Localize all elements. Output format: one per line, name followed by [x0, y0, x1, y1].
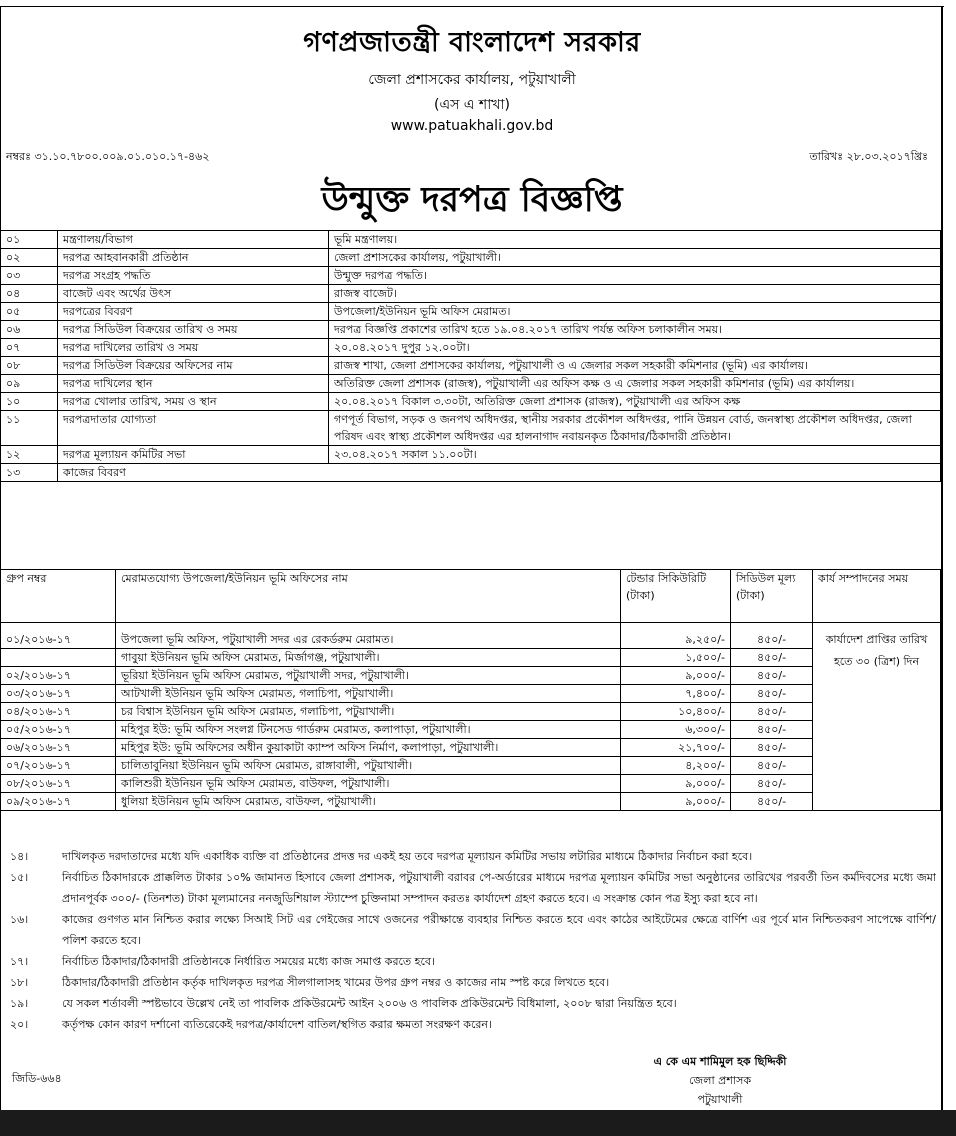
info-label: দরপত্র খোলার তারিখ, সময় ও স্থান — [58, 393, 329, 411]
header-schedule: সিডিউল মূল্য (টাকা) — [731, 570, 813, 623]
work-row — [1, 775, 941, 793]
work-security: ৯,২৫০/- — [621, 623, 731, 649]
info-row — [1, 231, 941, 249]
work-schedule: ৪৫০/- — [731, 667, 813, 685]
work-row — [1, 623, 941, 649]
work-schedule: ৪৫০/- — [731, 757, 813, 775]
work-office-name: ভূরিয়া ইউনিয়ন ভূমি অফিস মেরামত, পটুয়াখালী সদর, পটুয়াখালী। — [116, 667, 621, 685]
notice-title: উন্মুক্ত দরপত্র বিজ্ঞপ্তি — [321, 179, 623, 220]
work-group: ০৬/২০১৬-১৭ — [1, 739, 116, 757]
note-item — [0, 867, 941, 909]
note-number: ১৪। — [10, 850, 29, 863]
work-group: ০৯/২০১৬-১৭ — [1, 793, 116, 811]
bottom-bar — [0, 1110, 956, 1136]
government-title: গণপ্রজাতন্ত্রী বাংলাদেশ সরকার — [303, 27, 641, 58]
work-schedule: ৪৫০/- — [731, 649, 813, 667]
note-item — [0, 951, 941, 972]
info-row — [1, 249, 941, 267]
info-value: গণপূর্ত বিভাগ, সড়ক ও জনপথ অধিদপ্তর, স্থানীয় সরকার প্রকৌশল অধিদপ্তর, পানি উন্নয়ন বোর্ড, জনস্বাস্থ্য প্রকৌশল অধিদপ্তর, জেলা পরিষদ এবং স্বাস্থ্য প্রকৌশল অধিদপ্তর এর হালনাগাদ নবায়নকৃত ঠিকাদার/ঠিকাদারী প্রতিষ্ঠান। — [329, 411, 941, 446]
work-schedule: ৪৫০/- — [731, 685, 813, 703]
info-number: ১৩ — [1, 464, 58, 482]
info-label: দরপত্র দাখিলের স্থান — [58, 375, 329, 393]
signature-block — [600, 1052, 840, 1109]
note-item — [0, 993, 941, 1014]
work-group: ০৫/২০১৬-১৭ — [1, 721, 116, 739]
work-office-name: ধুলিয়া ইউনিয়ন ভূমি অফিস মেরামত, বাউফল, পটুয়াখালী। — [116, 793, 621, 811]
info-label: দরপত্র আহবানকারী প্রতিষ্ঠান — [58, 249, 329, 267]
info-label: মন্ত্রণালয়/বিভাগ — [58, 231, 329, 249]
info-number: ১১ — [1, 411, 58, 446]
info-row — [1, 393, 941, 411]
info-number: ০৯ — [1, 375, 58, 393]
note-text: নির্বাচিত ঠিকাদারকে প্রাক্কলিত টাকার ১০% জামানত হিসাবে জেলা প্রশাসক, পটুয়াখালী বরাবর পে-অর্ডারের মাধ্যমে দরপত্র মূল্যায়ন কমিটির সভা অনুষ্ঠানের তারিখের পরবর্তী তিন কর্মদিবসের মধ্যে জমা প্রদানপূর্বক ৩০০/- (তিনশত) টাকা মূল্যমানের ননজুডিশিয়াল স্ট্যাম্পে চুক্তিনামা সম্পাদন করতঃ কার্যাদেশ গ্রহণ করতে হবে। এ সংক্রান্ত কোন পত্র ইস্যু করা হবে না। — [62, 871, 936, 905]
work-security: ৯,০০০/- — [621, 667, 731, 685]
work-row — [1, 703, 941, 721]
info-label: দরপত্রের বিবরণ — [58, 303, 329, 321]
work-duration: কার্যাদেশ প্রাপ্তির তারিখ হতে ৩০ (ত্রিশ) দিন — [813, 623, 941, 811]
info-row-work-section — [1, 464, 941, 482]
work-group: ০২/২০১৬-১৭ — [1, 667, 116, 685]
info-number: ০১ — [1, 231, 58, 249]
info-row — [1, 339, 941, 357]
work-office-name: কালিশুরী ইউনিয়ন ভূমি অফিস মেরামত, বাউফল, পটুয়াখালী। — [116, 775, 621, 793]
note-item — [0, 1014, 941, 1035]
note-number: ১৭। — [10, 955, 29, 968]
work-header-row — [1, 570, 941, 623]
work-group: ০৪/২০১৬-১৭ — [1, 703, 116, 721]
work-security: ৯,০০০/- — [621, 793, 731, 811]
note-text: কর্তৃপক্ষ কোন কারণ দর্শানো ব্যতিরেকেই দরপত্র/কার্যাদেশ বাতিল/স্থগিত করার ক্ষমতা সংরক্ষণ করেন। — [62, 1018, 492, 1031]
info-row — [1, 285, 941, 303]
header-group: গ্রুপ নম্বর — [1, 570, 116, 623]
note-number: ১৬। — [10, 913, 29, 926]
work-security: ১,৫০০/- — [621, 649, 731, 667]
info-label: দরপত্র সিডিউল বিক্রয়ের তারিখ ও সময় — [58, 321, 329, 339]
work-row — [1, 721, 941, 739]
work-row — [1, 685, 941, 703]
info-value: উপজেলা/ইউনিয়ন ভূমি অফিস মেরামত। — [329, 303, 941, 321]
work-security: ১০,৪০০/- — [621, 703, 731, 721]
work-security: ২১,৭০০/- — [621, 739, 731, 757]
info-row — [1, 411, 941, 446]
info-row — [1, 321, 941, 339]
work-office-name: উপজেলা ভূমি অফিস, পটুয়াখালী সদর এর রেকর্ডরুম মেরামত। — [116, 623, 621, 649]
info-number: ১২ — [1, 446, 58, 464]
work-row — [1, 649, 941, 667]
work-security: ৭,৪০০/- — [621, 685, 731, 703]
work-group: ০৩/২০১৬-১৭ — [1, 685, 116, 703]
work-office-name: মহিপুর ইউ: ভূমি অফিস সংলগ্ন টিনসেড গার্ডরুম মেরামত, কলাপাড়া, পটুয়াখালী। — [116, 721, 621, 739]
work-row — [1, 739, 941, 757]
memo-date: তারিখঃ ২৮.০৩.২০১৭খ্রিঃ — [809, 150, 928, 163]
work-security: ৪,২০০/- — [621, 757, 731, 775]
work-group — [1, 649, 116, 667]
signatory-district: পটুয়াখালী — [697, 1093, 743, 1106]
info-label: দরপত্র দাখিলের তারিখ ও সময় — [58, 339, 329, 357]
work-schedule: ৪৫০/- — [731, 721, 813, 739]
info-value: রাজস্ব বাজেট। — [329, 285, 941, 303]
info-table — [0, 230, 941, 482]
notes-list — [0, 846, 941, 1035]
work-row — [1, 667, 941, 685]
memo-number: নম্বরঃ ৩১.১০.৭৮০০.০০৯.০১.০১০.১৭-৪৬২ — [6, 150, 210, 163]
note-number: ১৮। — [10, 976, 29, 989]
work-office-name: আটখালী ইউনিয়ন ভূমি অফিস মেরামত, গলাচিপা, পটুয়াখালী। — [116, 685, 621, 703]
header-name: মেরামতযোগ্য উপজেলা/ইউনিয়ন ভূমি অফিসের নাম — [116, 570, 621, 623]
signatory-name: এ কে এম শামিমুল হক ছিদ্দিকী — [653, 1055, 787, 1068]
work-office-name: গাবুয়া ইউনিয়ন ভূমি অফিস মেরামত, মির্জাগঞ্জ, পটুয়াখালী। — [116, 649, 621, 667]
info-value: ২০.০৪.২০১৭ বিকাল ৩.৩০টা, অতিরিক্ত জেলা প্রশাসক (রাজস্ব), পটুয়াখালী এর অফিস কক্ষ — [329, 393, 941, 411]
work-schedule: ৪৫০/- — [731, 703, 813, 721]
work-schedule: ৪৫০/- — [731, 793, 813, 811]
work-office-name: মহিপুর ইউ: ভূমি অফিসের অধীন কুয়াকাটা ক্যাম্প অফিস নির্মাণ, কলাপাড়া, পটুয়াখালী। — [116, 739, 621, 757]
info-row — [1, 267, 941, 285]
info-label: দরপত্র মূল্যায়ন কমিটির সভা — [58, 446, 329, 464]
info-label: দরপত্রদাতার যোগ্যতা — [58, 411, 329, 446]
info-label: দরপত্র সংগ্রহ পদ্ধতি — [58, 267, 329, 285]
work-schedule: ৪৫০/- — [731, 623, 813, 649]
work-group: ০৮/২০১৬-১৭ — [1, 775, 116, 793]
work-security: ৯,০০০/- — [621, 775, 731, 793]
header-duration: কার্য সম্পাদনের সময় — [813, 570, 941, 623]
info-number: ১০ — [1, 393, 58, 411]
info-number: ০৪ — [1, 285, 58, 303]
info-number: ০৭ — [1, 339, 58, 357]
note-text: ঠিকাদার/ঠিকাদারী প্রতিষ্ঠান কর্তৃক দাখিলকৃত দরপত্র সীলগালাসহ খামের উপর গ্রুপ নম্বর ও কাজের নাম স্পষ্ট করে লিখতে হবে। — [62, 976, 610, 989]
info-number: ০৮ — [1, 357, 58, 375]
info-value: উন্মুক্ত দরপত্র পদ্ধতি। — [329, 267, 941, 285]
note-number: ২০। — [10, 1018, 29, 1031]
note-number: ১৫। — [10, 871, 29, 884]
work-office-name: চর বিশ্বাস ইউনিয়ন ভূমি অফিস মেরামত, গলাচিপা, পটুয়াখালী। — [116, 703, 621, 721]
note-item — [0, 846, 941, 867]
work-row — [1, 757, 941, 775]
note-text: দাখিলকৃত দরদাতাদের মধ্যে যদি একাধিক ব্যক্তি বা প্রতিষ্ঠানের প্রদত্ত দর একই হয় তবে দরপত্র মূল্যায়ন কমিটির সভায় লটারির মাধ্যমে ঠিকাদার নির্বাচন করা হবে। — [62, 850, 753, 863]
note-number: ১৯। — [10, 997, 29, 1010]
info-row — [1, 446, 941, 464]
info-row — [1, 375, 941, 393]
info-label: কাজের বিবরণ — [58, 464, 941, 482]
note-text: যে সকল শর্তাবলী স্পষ্টভাবে উল্লেখ নেই তা পাবলিক প্রকিউরমেন্ট আইন ২০০৬ ও পাবলিক প্রকিউরমেন্ট বিধিমালা, ২০০৮ দ্বারা নিয়ন্ত্রিত হবে। — [62, 997, 677, 1010]
work-table — [0, 569, 941, 811]
info-value: ২৩.০৪.২০১৭ সকাল ১১.০০টা। — [329, 446, 941, 464]
info-value: অতিরিক্ত জেলা প্রশাসক (রাজস্ব), পটুয়াখালী এর অফিস কক্ষ ও এ জেলার সকল সহকারী কমিশনার (ভূমি) এর কার্যালয়। — [329, 375, 941, 393]
work-group: ০১/২০১৬-১৭ — [1, 623, 116, 649]
note-item — [0, 909, 941, 951]
info-number: ০৬ — [1, 321, 58, 339]
info-value: রাজস্ব শাখা, জেলা প্রশাসকের কার্যালয়, পটুয়াখালী ও এ জেলার সকল সহকারী কমিশনার (ভূমি) এর কার্যালয়। — [329, 357, 941, 375]
info-label: দরপত্র সিডিউল বিক্রয়ের অফিসের নাম — [58, 357, 329, 375]
office-name: জেলা প্রশাসকের কার্যালয়, পটুয়াখালী — [368, 72, 576, 88]
branch-name: (এস এ শাখা) — [434, 97, 510, 113]
work-office-name: চালিতাবুনিয়া ইউনিয়ন ভূমি অফিস মেরামত, রাঙ্গাবালী, পটুয়াখালী। — [116, 757, 621, 775]
work-row — [1, 793, 941, 811]
website-link[interactable]: www.patuakhali.gov.bd — [390, 118, 554, 134]
reference-code: জিডি-৬৬৪ — [12, 1072, 62, 1085]
info-number: ০২ — [1, 249, 58, 267]
info-value: দরপত্র বিজ্ঞপ্তি প্রকাশের তারিখ হতে ১৯.০৪.২০১৭ তারিখ পর্যন্ত অফিস চলাকালীন সময়। — [329, 321, 941, 339]
work-schedule: ৪৫০/- — [731, 739, 813, 757]
info-value: ২০.০৪.২০১৭ দুপুর ১২.০০টা। — [329, 339, 941, 357]
note-text: কাজের গুণগত মান নিশ্চিত করার লক্ষ্যে সিআই সিট এর গেইজের সাথে ওজনের পরীক্ষান্তে ব্যবহার নিশ্চিত করতে হবে এবং কাঠের আইটেমের ক্ষেত্রে বার্ণিশ এর পূর্বে মান নিশ্চিতকরণ সাপেক্ষে বার্ণিশ/পলিশ করতে হবে। — [62, 913, 936, 947]
work-group: ০৭/২০১৬-১৭ — [1, 757, 116, 775]
info-label: বাজেট এবং অর্থের উৎস — [58, 285, 329, 303]
info-value: ভূমি মন্ত্রণালয়। — [329, 231, 941, 249]
work-security: ৬,৩০০/- — [621, 721, 731, 739]
note-text: নির্বাচিত ঠিকাদার/ঠিকাদারী প্রতিষ্ঠানকে নির্ধারিত সময়ের মধ্যে কাজ সমাপ্ত করতে হবে। — [62, 955, 435, 968]
info-number: ০৩ — [1, 267, 58, 285]
work-schedule: ৪৫০/- — [731, 775, 813, 793]
info-row — [1, 303, 941, 321]
note-item — [0, 972, 941, 993]
header-security: টেন্ডার সিকিউরিটি (টাকা) — [621, 570, 731, 623]
info-number: ০৫ — [1, 303, 58, 321]
info-value: জেলা প্রশাসকের কার্যালয়, পটুয়াখালী। — [329, 249, 941, 267]
signatory-designation: জেলা প্রশাসক — [688, 1074, 752, 1087]
info-row — [1, 357, 941, 375]
